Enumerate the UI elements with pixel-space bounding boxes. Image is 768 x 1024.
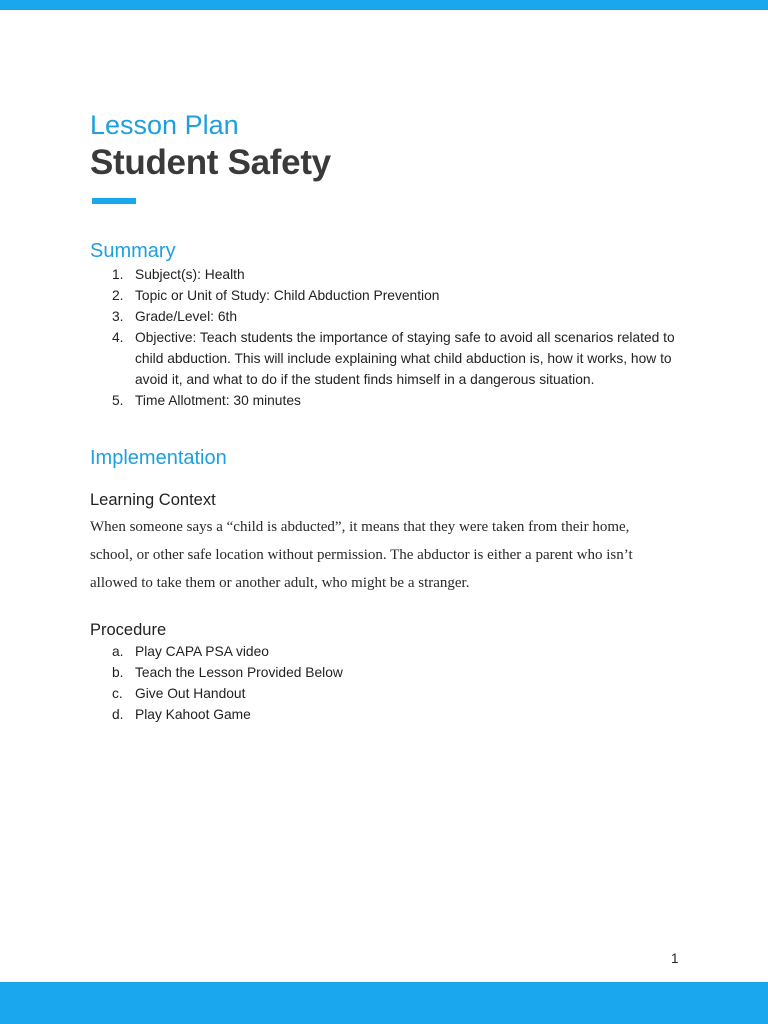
list-item — [90, 704, 680, 725]
list-item — [90, 683, 680, 704]
document-body — [90, 108, 680, 725]
list-item — [90, 306, 680, 327]
list-item-text: Grade/Level: 6th — [135, 309, 238, 324]
list-marker: a. — [112, 644, 124, 659]
summary-list — [90, 264, 680, 411]
implementation-heading: Implementation — [90, 447, 227, 469]
page-number: 1 — [671, 951, 679, 966]
list-item-text: Topic or Unit of Study: Child Abduction Prevention — [135, 288, 440, 303]
list-item — [90, 327, 680, 390]
list-marker: d. — [112, 707, 124, 722]
list-marker: 4. — [112, 330, 124, 345]
list-item — [90, 662, 680, 683]
bottom-accent-bar — [0, 982, 768, 1024]
list-item — [90, 390, 680, 411]
list-item — [90, 285, 680, 306]
learning-context-text: When someone says a “child is abducted”, it means that they were taken from their home, school, or other safe location without permission. The abductor is either a parent who isn’t allowed to take them or another adult, who might be a stranger. — [90, 519, 633, 591]
list-marker: 3. — [112, 309, 124, 324]
list-marker: 2. — [112, 288, 124, 303]
list-marker: 5. — [112, 393, 124, 408]
list-item-text: Teach the Lesson Provided Below — [135, 665, 343, 680]
list-item-text: Play Kahoot Game — [135, 707, 251, 722]
list-item — [90, 264, 680, 285]
document-title: Student Safety — [90, 143, 331, 182]
top-accent-bar — [0, 0, 768, 10]
summary-heading: Summary — [90, 240, 176, 262]
list-item-text: Time Allotment: 30 minutes — [135, 393, 301, 408]
list-item — [90, 641, 680, 662]
procedure-heading: Procedure — [90, 621, 167, 639]
title-underline — [92, 198, 136, 204]
list-item-text: Play CAPA PSA video — [135, 644, 269, 659]
learning-context-heading: Learning Context — [90, 491, 216, 509]
list-item-text: Give Out Handout — [135, 686, 246, 701]
list-item-text: Subject(s): Health — [135, 267, 245, 282]
list-marker: c. — [112, 686, 123, 701]
list-item-text: Objective: Teach students the importance of staying safe to avoid all scenarios related to child abduction. This will include explaining what child abduction is, how it works, how to avoid it, and what to do if the student finds himself in a dangerous situation. — [135, 330, 675, 387]
list-marker: 1. — [112, 267, 124, 282]
list-marker: b. — [112, 665, 124, 680]
procedure-list — [90, 641, 680, 725]
document-kicker: Lesson Plan — [90, 110, 239, 140]
